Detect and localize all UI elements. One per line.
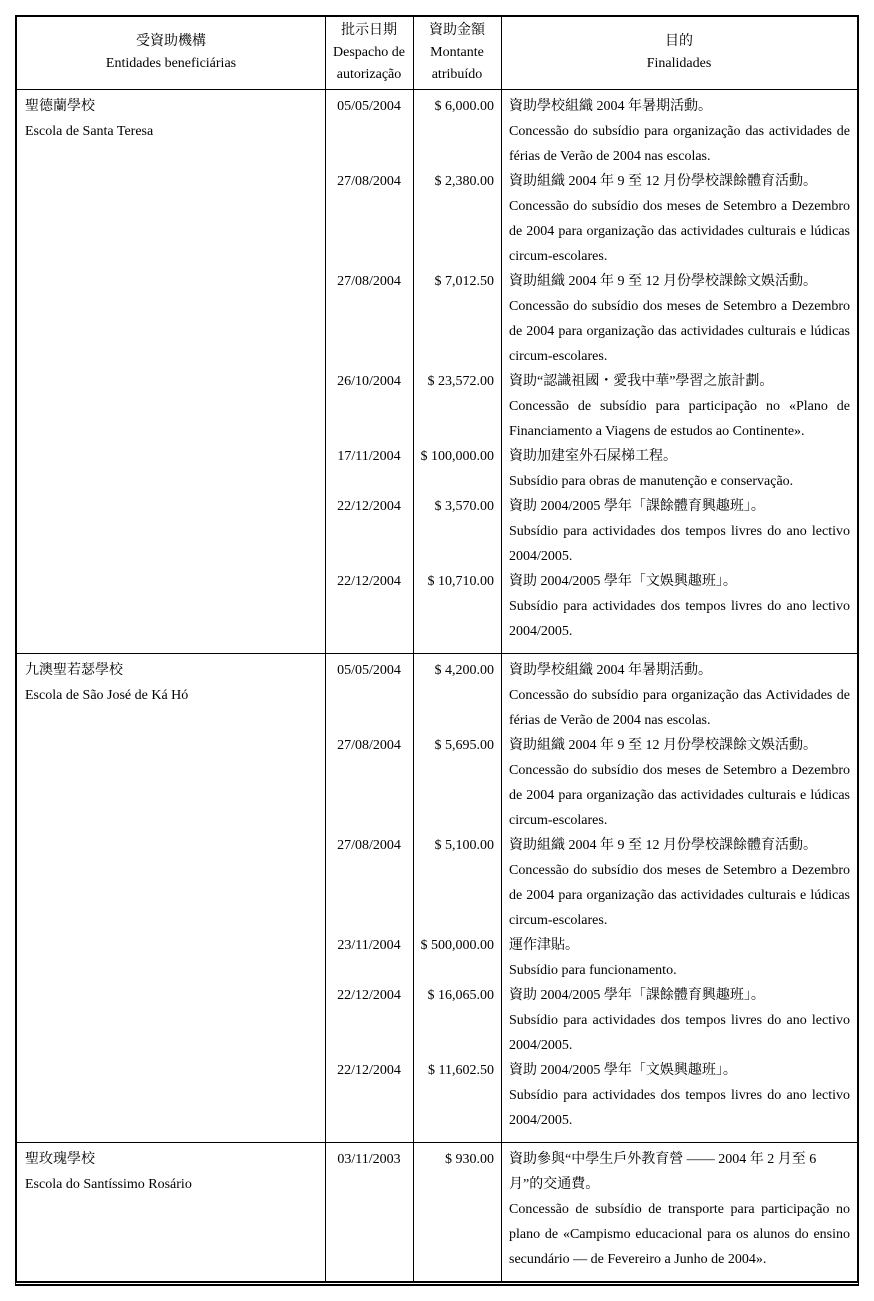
header-purpose-pt: Finalidades: [646, 56, 712, 71]
entry-purpose: [501, 933, 857, 983]
entity-name-pt: Escola do Santíssimo Rosário: [25, 1177, 192, 1192]
purpose-zh: 資助學校組織 2004 年暑期活動。: [509, 99, 712, 114]
purpose-pt: Concessão do subsídio dos meses de Setembro a Dezembro de 2004 para organização das actividades culturais e lúdicas circum-escolares.: [509, 863, 850, 928]
table-group-santa-teresa: [17, 90, 857, 653]
entry-date: 23/11/2004: [337, 938, 401, 953]
entry-purpose: [501, 733, 857, 833]
entry-amount: $ 100,000.00: [420, 449, 494, 464]
entry-purpose: [501, 833, 857, 933]
header-amount-pt2: atribuído: [431, 67, 483, 82]
entry-date: 26/10/2004: [337, 374, 401, 389]
entity-name-zh: 九澳聖若瑟學校: [25, 663, 123, 678]
purpose-zh: 資助參與“中學生戶外教育營 —— 2004 年 2 月至 6 月”的交通費。: [509, 1152, 817, 1192]
header-amount-pt1: Montante: [430, 45, 484, 60]
entry-date: 17/11/2004: [337, 449, 401, 464]
entry-date: 22/12/2004: [337, 499, 401, 514]
entry-amount: $ 5,100.00: [434, 838, 494, 853]
purpose-zh: 資助 2004/2005 學年「文娛興趣班」。: [509, 574, 737, 589]
purpose-zh: 資助組織 2004 年 9 至 12 月份學校課餘體育活動。: [509, 174, 817, 189]
entry-purpose: [501, 1147, 857, 1272]
purpose-zh: 資助 2004/2005 學年「課餘體育興趣班」。: [509, 988, 765, 1003]
header-date: [325, 17, 413, 89]
purpose-pt: Concessão do subsídio dos meses de Setembro a Dezembro de 2004 para organização das actividades culturais e lúdicas circum-escolares.: [509, 299, 850, 364]
entity-cell: [17, 658, 325, 1133]
purpose-zh: 資助組織 2004 年 9 至 12 月份學校課餘體育活動。: [509, 838, 817, 853]
entry-purpose: [501, 569, 857, 644]
header-purpose: [501, 17, 857, 89]
entry-date: 27/08/2004: [337, 838, 401, 853]
entry-date: 22/12/2004: [337, 1063, 401, 1078]
entry-amount: $ 6,000.00: [434, 99, 494, 114]
entity-cell: [17, 1147, 325, 1272]
entity-name-zh: 聖玫瑰學校: [25, 1152, 95, 1167]
purpose-pt: Subsídio para actividades dos tempos livres do ano lectivo 2004/2005.: [509, 1013, 850, 1053]
purpose-pt: Concessão do subsídio para organização das Actividades de férias de Verão de 2004 nas escolas.: [509, 688, 850, 728]
entry-date: 03/11/2003: [337, 1152, 401, 1167]
entry-purpose: [501, 169, 857, 269]
purpose-zh: 資助 2004/2005 學年「文娛興趣班」。: [509, 1063, 737, 1078]
entry-date: 22/12/2004: [337, 988, 401, 1003]
purpose-pt: Concessão de subsídio de transporte para participação no plano de «Campismo educacional para os alunos do ensino secundário — de Fevereiro a Junho de 2004».: [509, 1202, 850, 1267]
purpose-pt: Subsídio para actividades dos tempos livres do ano lectivo 2004/2005.: [509, 1088, 850, 1128]
purpose-zh: 資助 2004/2005 學年「課餘體育興趣班」。: [509, 499, 765, 514]
entry-amount: $ 500,000.00: [420, 938, 494, 953]
header-entity-zh: 受資助機構: [136, 34, 206, 49]
entry-amount: $ 10,710.00: [427, 574, 494, 589]
purpose-pt: Subsídio para actividades dos tempos livres do ano lectivo 2004/2005.: [509, 524, 850, 564]
header-entity-pt: Entidades beneficiárias: [105, 56, 237, 71]
entity-name-pt: Escola de Santa Teresa: [25, 124, 154, 139]
entry-purpose: [501, 94, 857, 169]
entry-amount: $ 2,380.00: [434, 174, 494, 189]
purpose-pt: Subsídio para funcionamento.: [509, 963, 677, 978]
subsidy-table: [15, 15, 859, 1286]
entry-amount: $ 7,012.50: [434, 274, 494, 289]
purpose-pt: Concessão do subsídio para organização das actividades de férias de Verão de 2004 nas escolas.: [509, 124, 850, 164]
column-divider-1: [325, 17, 326, 1281]
column-divider-2: [413, 17, 414, 1281]
entry-amount: $ 3,570.00: [434, 499, 494, 514]
purpose-pt: Concessão do subsídio dos meses de Setembro a Dezembro de 2004 para organização das actividades culturais e lúdicas circum-escolares.: [509, 199, 850, 264]
entry-purpose: [501, 444, 857, 494]
purpose-pt: Concessão de subsídio para participação no «Plano de Financiamento a Viagens de estudos ao Continente».: [509, 399, 850, 439]
entry-date: 27/08/2004: [337, 738, 401, 753]
purpose-zh: 資助學校組織 2004 年暑期活動。: [509, 663, 712, 678]
entry-purpose: [501, 369, 857, 444]
entry-date: 22/12/2004: [337, 574, 401, 589]
entry-purpose: [501, 1058, 857, 1133]
header-date-zh: 批示日期: [341, 23, 397, 38]
table-header-row: [17, 17, 857, 90]
column-divider-3: [501, 17, 502, 1281]
purpose-pt: Concessão do subsídio dos meses de Setembro a Dezembro de 2004 para organização das actividades culturais e lúdicas circum-escolares.: [509, 763, 850, 828]
table-group-santissimo-rosario: [17, 1142, 857, 1281]
table-group-sao-jose-ka-ho: [17, 653, 857, 1142]
entry-date: 05/05/2004: [337, 99, 401, 114]
purpose-zh: 資助組織 2004 年 9 至 12 月份學校課餘文娛活動。: [509, 274, 817, 289]
entry-purpose: [501, 983, 857, 1058]
entry-date: 27/08/2004: [337, 174, 401, 189]
header-amount: [413, 17, 501, 89]
purpose-pt: Subsídio para obras de manutenção e conservação.: [509, 474, 794, 489]
header-date-pt2: autorização: [336, 67, 402, 82]
header-amount-zh: 資助金額: [429, 23, 485, 38]
header-date-pt1: Despacho de: [333, 45, 405, 60]
header-purpose-zh: 目的: [665, 34, 693, 49]
entry-date: 05/05/2004: [337, 663, 401, 678]
entry-date: 27/08/2004: [337, 274, 401, 289]
entry-amount: $ 930.00: [445, 1152, 494, 1167]
entity-name-zh: 聖德蘭學校: [25, 99, 95, 114]
entry-purpose: [501, 494, 857, 569]
purpose-zh: 資助“認識祖國・愛我中華”學習之旅計劃。: [509, 374, 774, 389]
entity-cell: [17, 94, 325, 644]
entry-purpose: [501, 658, 857, 733]
purpose-pt: Subsídio para actividades dos tempos livres do ano lectivo 2004/2005.: [509, 599, 850, 639]
entry-amount: $ 23,572.00: [427, 374, 494, 389]
purpose-zh: 資助組織 2004 年 9 至 12 月份學校課餘文娛活動。: [509, 738, 817, 753]
purpose-zh: 資助加建室外石屎梯工程。: [509, 449, 677, 464]
entry-amount: $ 11,602.50: [428, 1063, 494, 1078]
entity-name-pt: Escola de São José de Ká Hó: [25, 688, 189, 703]
purpose-zh: 運作津貼。: [509, 938, 579, 953]
entry-amount: $ 16,065.00: [427, 988, 494, 1003]
header-entity: [17, 17, 325, 89]
entry-amount: $ 5,695.00: [434, 738, 494, 753]
entry-purpose: [501, 269, 857, 369]
entry-amount: $ 4,200.00: [434, 663, 494, 678]
